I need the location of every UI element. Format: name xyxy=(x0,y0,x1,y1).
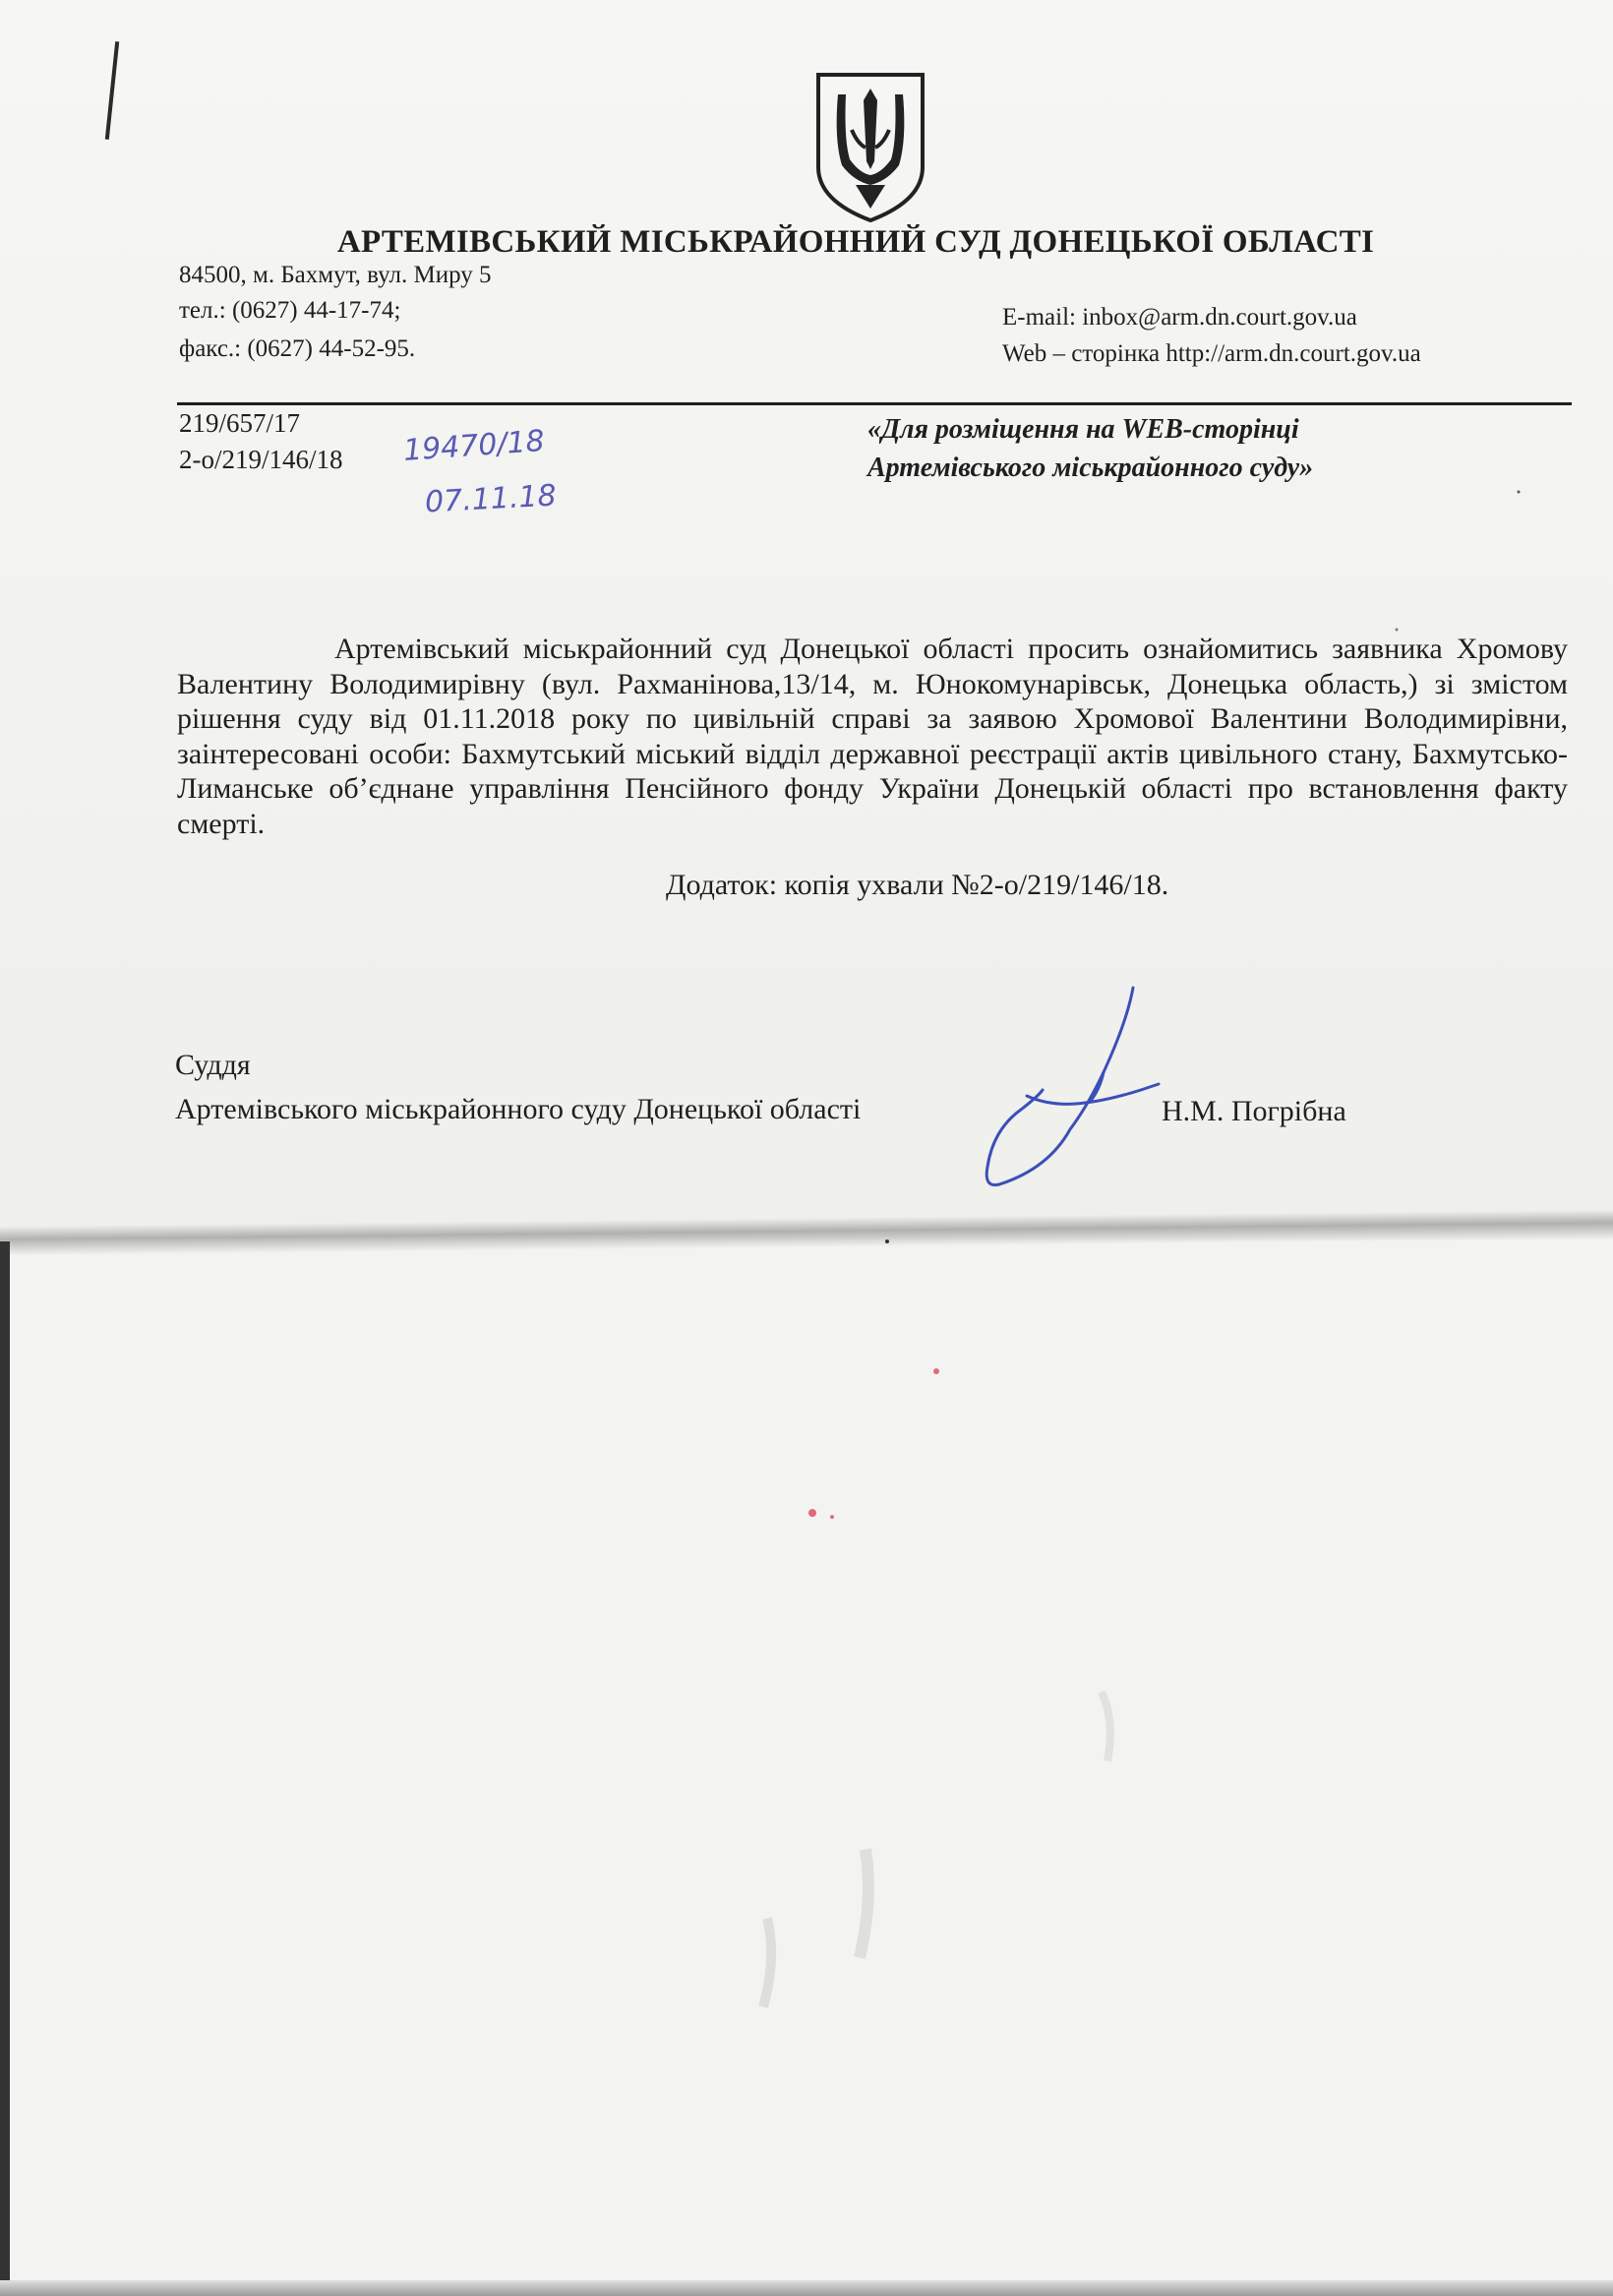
letter-appendix: Додаток: копія ухвали №2-о/219/146/18. xyxy=(666,869,1169,901)
court-name-heading: АРТЕМІВСЬКИЙ МІСЬКРАЙОННИЙ СУД ДОНЕЦЬКОЇ ОБЛАСТІ xyxy=(336,224,1375,260)
destination-line-1: «Для розміщення на WEB-сторінці xyxy=(867,414,1299,445)
destination-line-2: Артемівського міськрайонного суду» xyxy=(867,453,1314,483)
judge-court: Артемівського міськрайонного суду Донецької області xyxy=(175,1093,862,1125)
court-email: E-mail: inbox@arm.dn.court.gov.ua xyxy=(1002,304,1357,331)
court-phone: тел.: (0627) 44-17-74; xyxy=(179,297,401,324)
judge-title: Суддя xyxy=(175,1049,251,1081)
letter-body-paragraph: Артемівський міськрайонний суд Донецької області просить ознайомитись заявника Хромову Валентину Володимирівну (вул. Рахманінова,13/14, м. Юнокомунарівськ, Донецька область,) зі змістом рішення суду від 01.11.2018 року по цивільній справі за заявою Хромової Валентини Володимирівни, заінтересовані особи: Бахмутський міський відділ державної реєстрації актів цивільного стану, Бахмутсько-Лиманське об’єднане управління Пенсійного фонду України Донецькій області про встановлення факту смерті. xyxy=(177,633,1568,840)
handwritten-registration-number: 19470/18 xyxy=(401,424,546,468)
court-web-page: Web – сторінка http://arm.dn.court.gov.ua xyxy=(1002,340,1421,367)
case-number-2: 2-о/219/146/18 xyxy=(179,445,343,474)
handwritten-registration-date: 07.11.18 xyxy=(424,478,558,520)
case-number-1: 219/657/17 xyxy=(179,408,301,438)
judge-name: Н.М. Погрібна xyxy=(1162,1095,1346,1127)
court-address: 84500, м. Бахмут, вул. Миру 5 xyxy=(179,262,492,288)
court-fax: факс.: (0627) 44-52-95. xyxy=(179,335,416,362)
